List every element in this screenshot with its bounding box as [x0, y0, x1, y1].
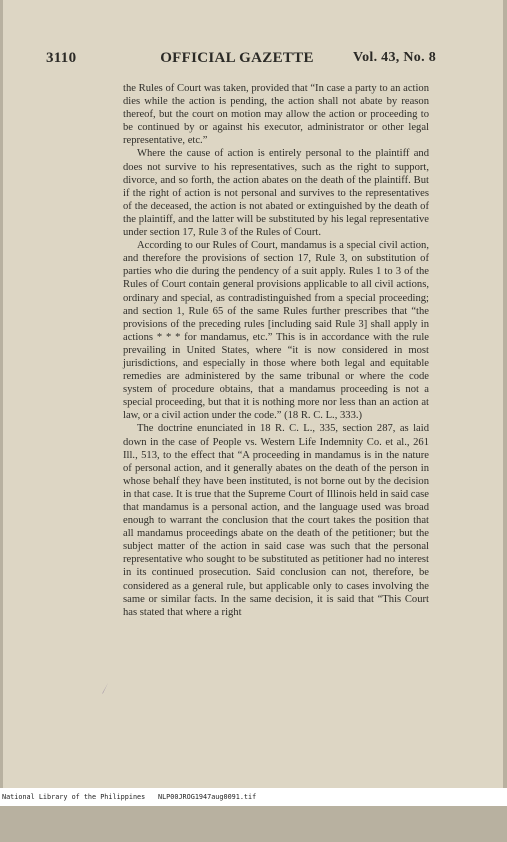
- running-header: [46, 50, 436, 68]
- body-text: [123, 82, 429, 619]
- paragraph: The doctrine enunciated in 18 R. C. L., 335, section 287, as laid down in the case of People vs. Western Life Indemnity Co. et al., 261 Ill., 513, to the effect that “A proceeding in mandamus is in the nature of personal action, and it generally abates on the death of the person in whose behalf they have been instituted, is not borne out by the decision in that case. It is true that the Supreme Court of Illinois held in said case that mandamus is a personal action, and the language used was broad enough to warrant the conclusion that the court takes the position that all mandamus proceedings abate on the death of the petitioner; but the subject matter of the action in said case was such that the personal representative who sought to be substituted as petitioner had no interest in its continued prosecution. Said conclusion can not, therefore, be considered as a general rule, but applicable only to cases involving the same or similar facts. In the same decision, it is said that “This Court has stated that where a right: [123, 423, 429, 618]
- scan-filename: NLP00JROG1947aug0091.tif: [158, 793, 257, 801]
- gazette-page: [3, 0, 503, 788]
- volume-number: Vol. 43, No. 8: [352, 50, 436, 65]
- paragraph: the Rules of Court was taken, provided that “In case a party to an action dies while the action is pending, the action shall not abate by reason thereof, but the court on motion may allow the action or proceeding to be continued by or against his executor, administrator or other legal representative, etc.”: [123, 83, 429, 147]
- scan-footer: [0, 788, 507, 806]
- paragraph: According to our Rules of Court, mandamus is a special civil action, and therefore the provisions of section 17, Rule 3, on substitution of parties who die during the pendency of a suit apply. Rules 1 to 3 of the Rules of Court contain general provisions applicable to all civil actions, ordinary and special, as contradistinguished from a special proceeding; and section 1, Rule 65 of the same Rules further prescribes that “the provisions of the preceding rules [including said Rule 3] shall apply in actions * * * for mandamus, etc.” This is in accordance with the rule prevailing in United States, where “it is now considered in most jurisdictions, and especially in those where both legal and equitable remedies are administered by the same tribunal or where the code system of procedure obtains, that a mandamus proceeding is not a special proceeding, but that it is nothing more nor less than an action at law, or a civil action under the code.” (18 R. C. L., 333.): [123, 240, 429, 422]
- publication-title: OFFICIAL GAZETTE: [160, 50, 314, 66]
- paragraph: Where the cause of action is entirely personal to the plaintiff and does not survive to his representatives, such as the right to support, divorce, and so forth, the action abates on the death of the plaintiff. But if the right of action is not personal and survives to the representatives of the deceased, the action is not abated or extinguished by the death of the plaintiff, and the latter will be substituted by his legal representative under section 17, Rule 3 of the Rules of Court.: [123, 148, 429, 239]
- pencil-mark-icon: [100, 682, 110, 696]
- library-credit: National Library of the Philippines: [2, 793, 146, 801]
- page-number: 3110: [46, 50, 77, 66]
